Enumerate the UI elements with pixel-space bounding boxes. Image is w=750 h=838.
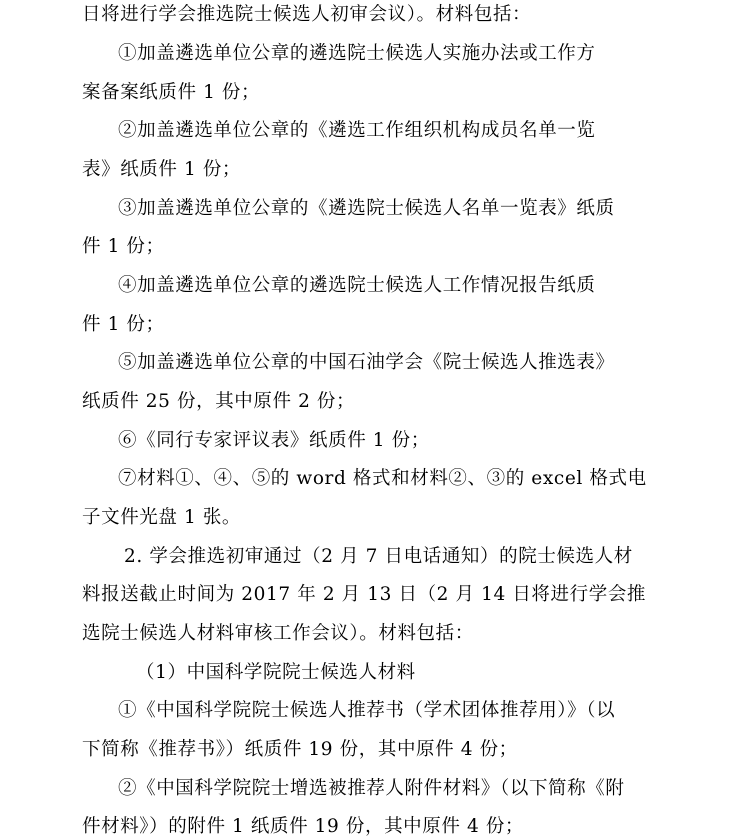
- text-line: ②加盖遴选单位公章的《遴选工作组织机构成员名单一览: [118, 120, 596, 141]
- text-line: 案备案纸质件 1 份；: [82, 82, 261, 103]
- text-line: ⑤加盖遴选单位公章的中国石油学会《院士候选人推选表》: [118, 352, 615, 373]
- text-line: 料报送截止时间为 2017 年 2 月 13 日（2 月 14 日将进行学会推: [82, 584, 647, 605]
- text-line: 件材料》）的附件 1 纸质件 19 份，其中原件 4 份；: [82, 816, 525, 837]
- text-line: ⑦材料①、④、⑤的 word 格式和材料②、③的 excel 格式电: [118, 468, 647, 489]
- text-line: 纸质件 25 份，其中原件 2 份；: [82, 391, 356, 412]
- text-line: 表》纸质件 1 份；: [82, 159, 242, 180]
- text-line: ①《中国科学院院士候选人推荐书（学术团体推荐用）》（以: [118, 700, 616, 721]
- text-line: （1）中国科学院院士候选人材料: [136, 662, 416, 683]
- text-line: 件 1 份；: [82, 236, 165, 257]
- text-line: 下简称《推荐书》）纸质件 19 份，其中原件 4 份；: [82, 739, 518, 760]
- text-line: ④加盖遴选单位公章的遴选院士候选人工作情况报告纸质: [118, 275, 596, 296]
- text-line: ②《中国科学院院士增选被推荐人附件材料》（以下简称《附: [118, 778, 625, 799]
- text-line: 日将进行学会推选院士候选人初审会议）。材料包括：: [82, 4, 532, 25]
- text-line: ⑥《同行专家评议表》纸质件 1 份；: [118, 430, 430, 451]
- text-line: 2. 学会推选初审通过（2 月 7 日电话通知）的院士候选人材: [124, 546, 633, 567]
- text-line: ③加盖遴选单位公章的《遴选院士候选人名单一览表》纸质: [118, 198, 615, 219]
- text-line: 子文件光盘 1 张。: [82, 507, 242, 528]
- text-line: ①加盖遴选单位公章的遴选院士候选人实施办法或工作方: [118, 43, 596, 64]
- text-line: 选院士候选人材料审核工作会议）。材料包括：: [82, 623, 474, 644]
- text-line: 件 1 份；: [82, 314, 165, 335]
